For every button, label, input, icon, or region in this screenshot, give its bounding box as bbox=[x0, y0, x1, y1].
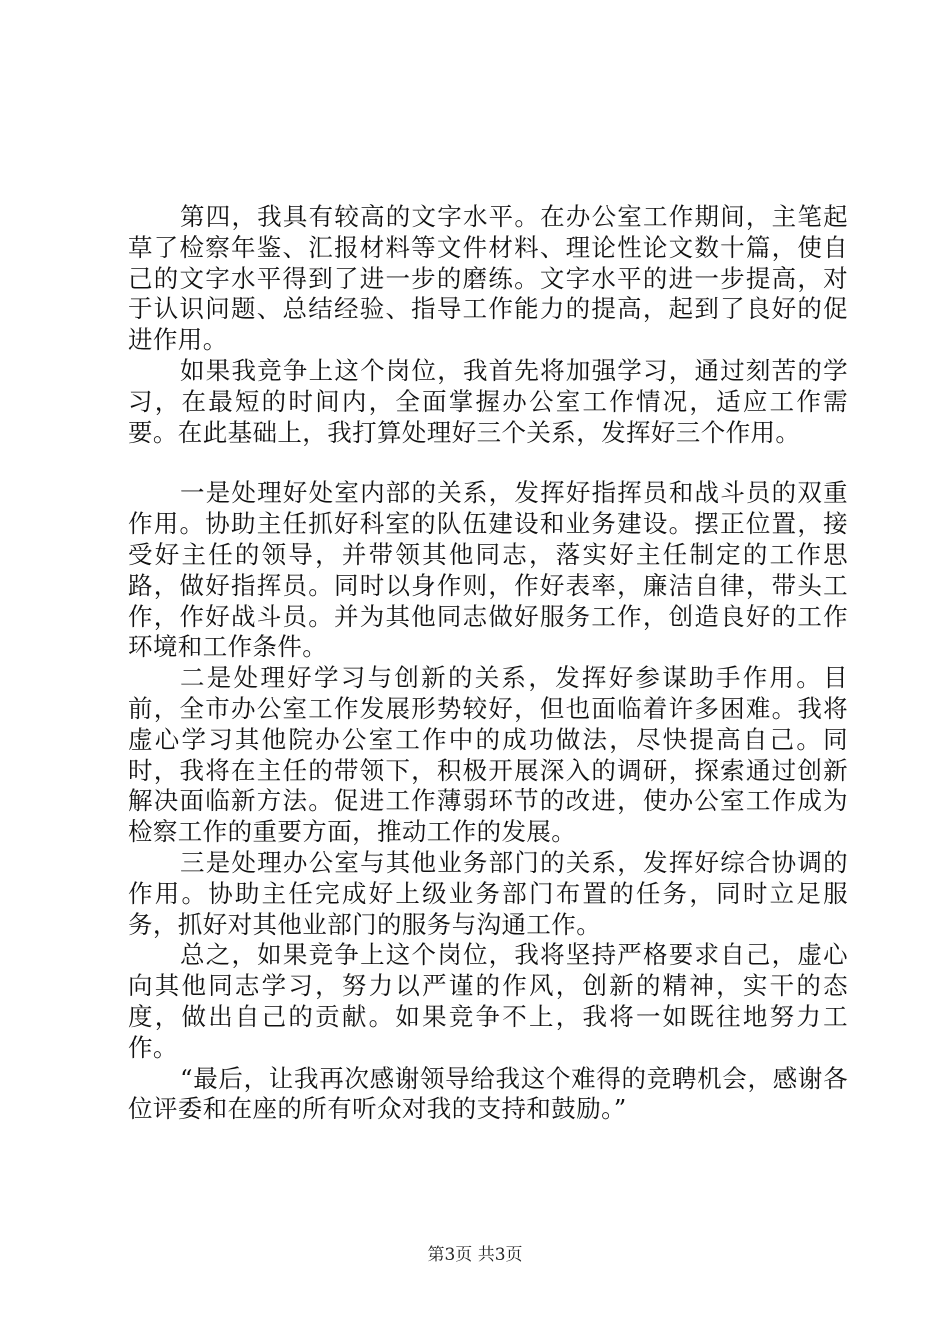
paragraph-summary: 总之，如果竞争上这个岗位，我将坚持严格要求自己，虚心向其他同志学习，努力以严谨的作风，创新的精神，实干的态度，做出自己的贡献。如果竞争不上，我将一如既往地努力工作。 bbox=[128, 940, 848, 1062]
paragraph-spacer bbox=[128, 448, 848, 478]
paragraph-closing-thanks: “最后，让我再次感谢领导给我这个难得的竞聘机会，感谢各位评委和在座的所有听众对我的支持和鼓励。” bbox=[128, 1063, 848, 1124]
paragraph-relation-two: 二是处理好学习与创新的关系，发挥好参谋助手作用。目前，全市办公室工作发展形势较好，但也面临着许多困难。我将虚心学习其他院办公室工作中的成功做法，尽快提高自己。同时，我将在主任的带领下，积极开展深入的调研，探索通过创新解决面临新方法。促进工作薄弱环节的改进，使办公室工作成为检察工作的重要方面，推动工作的发展。 bbox=[128, 663, 848, 847]
page-number-footer: 第3页 共3页 bbox=[427, 1245, 523, 1265]
paragraph-relation-three: 三是处理办公室与其他业务部门的关系，发挥好综合协调的作用。协助主任完成好上级业务部门布置的任务，同时立足服务，抓好对其他业部门的服务与沟通工作。 bbox=[128, 847, 848, 939]
paragraph-relation-one: 一是处理好处室内部的关系，发挥好指挥员和战斗员的双重作用。协助主任抓好科室的队伍建设和业务建设。摆正位置，接受好主任的领导，并带领其他同志，落实好主任制定的工作思路，做好指挥员。同时以身作则，作好表率，廉洁自律，带头工作，作好战斗员。并为其他同志做好服务工作，创造良好的工作环境和工作条件。 bbox=[128, 478, 848, 662]
paragraph-plan-intro: 如果我竞争上这个岗位，我首先将加强学习，通过刻苦的学习，在最短的时间内，全面掌握办公室工作情况，适应工作需要。在此基础上，我打算处理好三个关系，发挥好三个作用。 bbox=[128, 355, 848, 447]
paragraph-writing-skill: 第四，我具有较高的文字水平。在办公室工作期间，主笔起草了检察年鉴、汇报材料等文件材料、理论性论文数十篇，使自己的文字水平得到了进一步的磨练。文字水平的进一步提高，对于认识问题、总结经验、指导工作能力的提高，起到了良好的促进作用。 bbox=[128, 202, 848, 355]
document-body bbox=[128, 202, 848, 1125]
